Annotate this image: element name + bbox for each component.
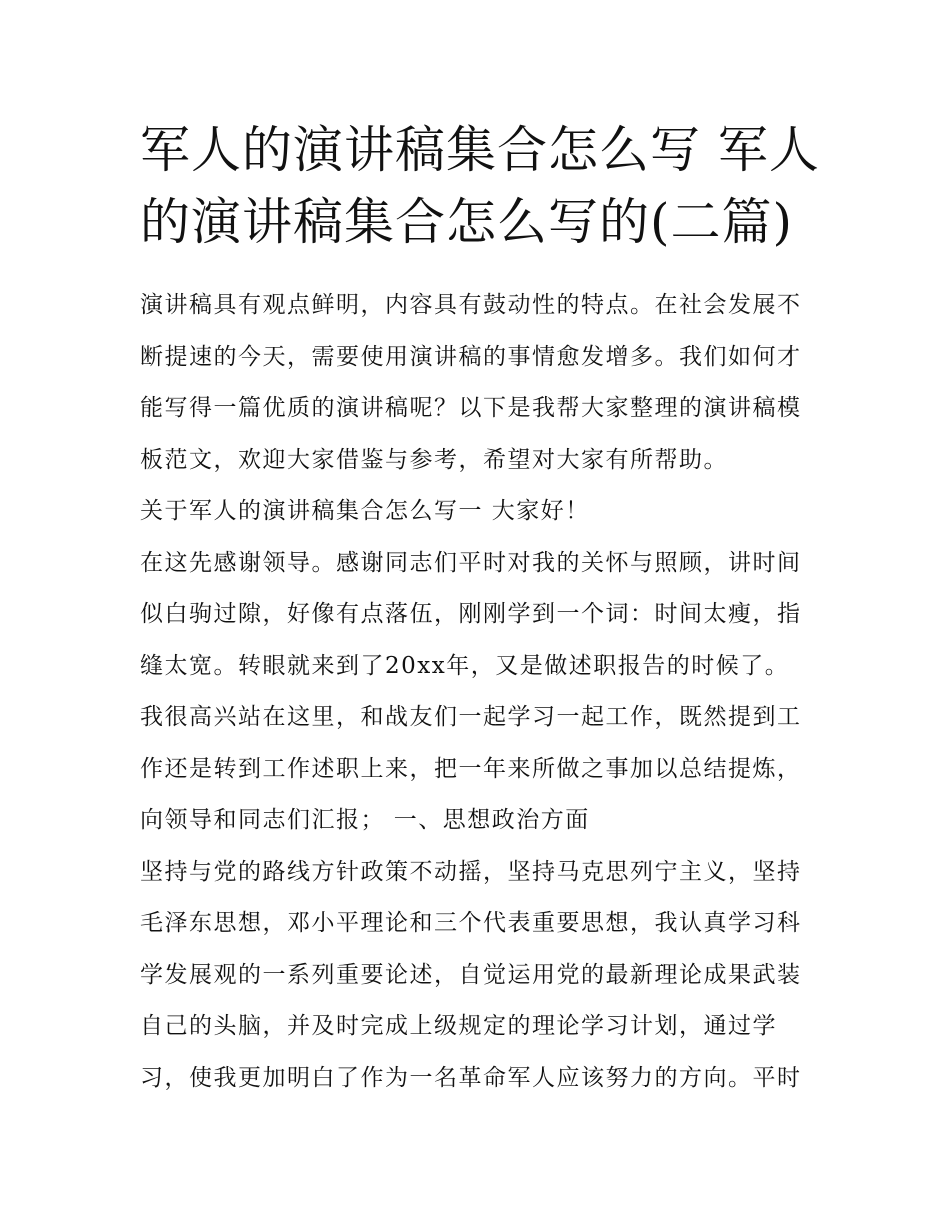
- body-line: 在这先感谢领导。感谢同志们平时对我的关怀与照顾，讲时间: [140, 549, 802, 576]
- body-line: 自己的头脑，并及时完成上级规定的理论学习计划，通过学: [140, 1013, 777, 1039]
- section-heading-line: 关于军人的演讲稿集合怎么写一 大家好！: [140, 498, 590, 524]
- body-line: 向领导和同志们汇报； 一、思想政治方面: [140, 807, 590, 833]
- body-line: 似白驹过隙，好像有点落伍，刚刚学到一个词：时间太瘦，指: [140, 601, 802, 627]
- title-line: 的演讲稿集合怎么写的(二篇): [140, 193, 794, 251]
- body-line: 板范文，欢迎大家借鉴与参考，希望对大家有所帮助。: [140, 446, 728, 473]
- body-line: 坚持与党的路线方针政策不动摇，坚持马克思列宁主义，坚持: [140, 858, 802, 885]
- body-line: 作还是转到工作述职上来，把一年来所做之事加以总结提炼，: [140, 755, 802, 782]
- body-line: 习，使我更加明白了作为一名革命军人应该努力的方向。平时: [140, 1064, 802, 1091]
- title-line: 军人的演讲稿集合怎么写 军人: [140, 121, 820, 179]
- document-body: [140, 280, 820, 1104]
- body-line: 断提速的今天，需要使用演讲稿的事情愈发增多。我们如何才: [140, 343, 802, 370]
- body-line: 我很高兴站在这里，和战友们一起学习一起工作，既然提到工: [140, 704, 802, 730]
- body-line: 演讲稿具有观点鲜明，内容具有鼓动性的特点。在社会发展不: [140, 292, 802, 318]
- body-line: 能写得一篇优质的演讲稿呢？以下是我帮大家整理的演讲稿模: [140, 395, 802, 421]
- document-title: [140, 114, 820, 258]
- body-line: 缝太宽。转眼就来到了20xx年，又是做述职报告的时候了。: [140, 652, 790, 679]
- body-line: 毛泽东思想，邓小平理论和三个代表重要思想，我认真学习科: [140, 910, 802, 936]
- body-line: 学发展观的一系列重要论述，自觉运用党的最新理论成果武装: [140, 961, 802, 988]
